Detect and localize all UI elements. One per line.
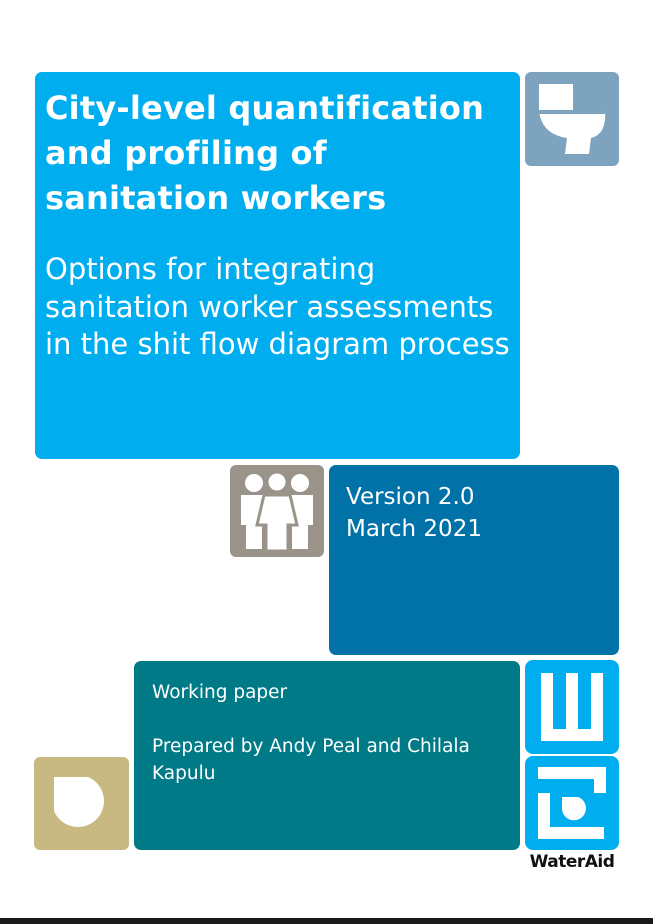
brand-name: WaterAid xyxy=(529,852,615,872)
water-drop-icon xyxy=(34,757,129,850)
wateraid-logo xyxy=(524,659,620,851)
people-icon xyxy=(230,465,324,557)
paper-info-panel xyxy=(134,661,520,850)
report-title: City-level quantification and profiling of sanitation workers xyxy=(45,89,485,217)
version-panel xyxy=(329,465,619,655)
publication-date: March 2021 xyxy=(346,516,482,542)
title-panel xyxy=(35,72,520,459)
drop-tile xyxy=(34,757,129,850)
authors: Prepared by Andy Peal and Chilala Kapulu xyxy=(152,736,470,784)
version-label: Version 2.0 xyxy=(346,484,475,510)
toilet-icon xyxy=(525,72,619,166)
bottom-rule xyxy=(0,918,653,924)
report-subtitle: Options for integrating sanitation worker assessments in the shit flow diagram process xyxy=(45,252,510,361)
toilet-tile xyxy=(525,72,619,166)
people-tile xyxy=(230,465,324,557)
paper-type: Working paper xyxy=(152,682,288,703)
